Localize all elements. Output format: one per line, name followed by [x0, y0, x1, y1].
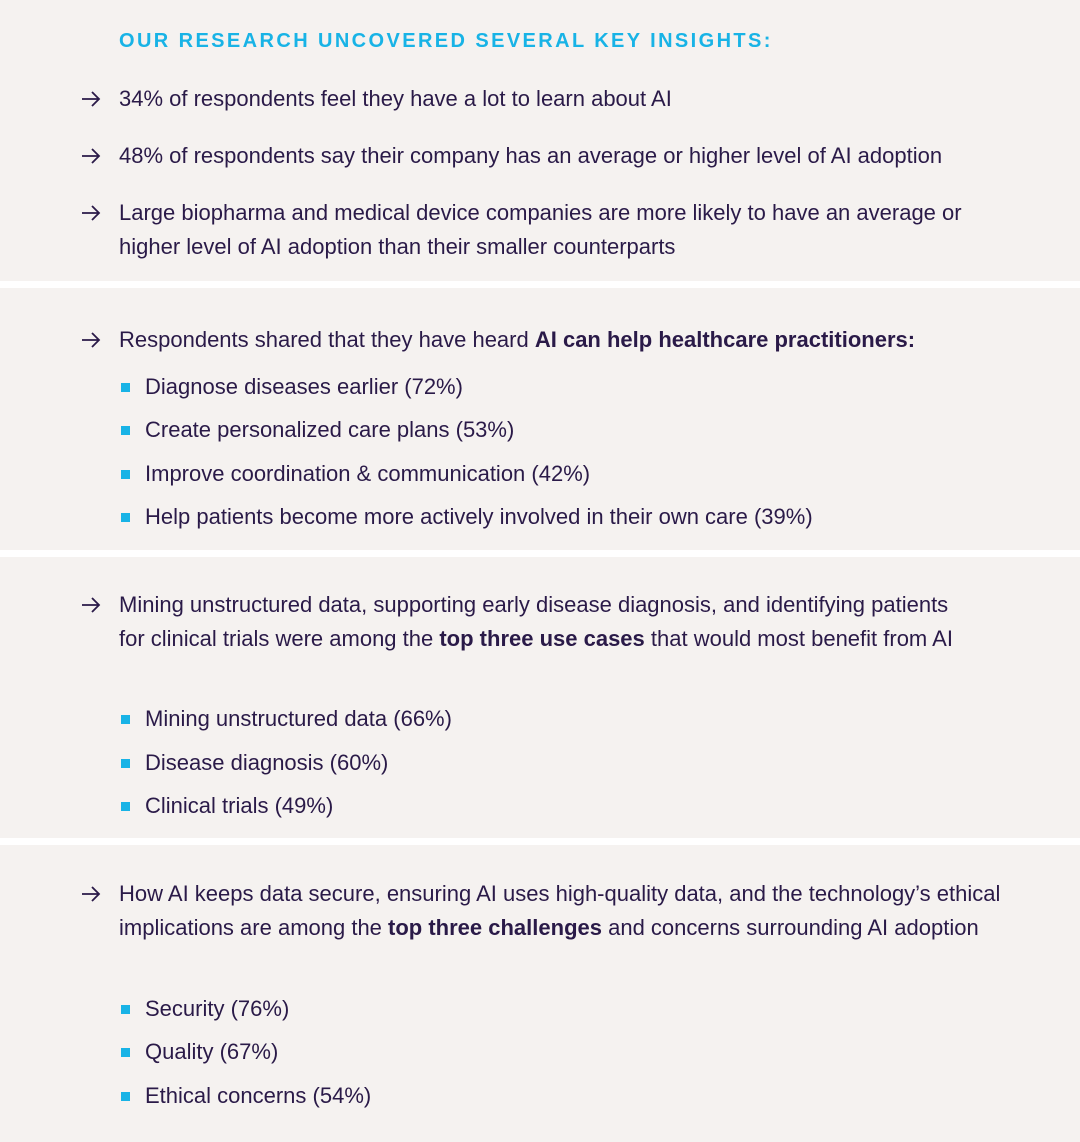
arrow-right-icon: [80, 146, 102, 166]
insight-item: 48% of respondents say their company has an average or higher level of AI adoption: [119, 143, 943, 168]
square-bullet-icon: [121, 759, 130, 768]
section-heading: OUR RESEARCH UNCOVERED SEVERAL KEY INSIGHTS:: [119, 30, 773, 52]
square-bullet-icon: [121, 383, 130, 392]
list-item: Help patients become more actively involved in their own care (39%): [145, 504, 813, 529]
lead-tail: and concerns surrounding AI adoption: [601, 915, 979, 940]
square-bullet-icon: [121, 470, 130, 479]
list-item: Quality (67%): [145, 1039, 279, 1064]
list-item: Create personalized care plans (53%): [145, 417, 515, 442]
lead-text: How AI keeps data secure, ensuring AI uses high-quality data, and the technology’s ethical implications are among the: [119, 881, 1001, 940]
insight-item: Large biopharma and medical device companies are more likely to have an average or higher level of AI adoption than their smaller counterparts: [119, 200, 962, 259]
list-item: Ethical concerns (54%): [145, 1083, 372, 1108]
insight-lead: [119, 323, 1069, 357]
arrow-right-icon: [80, 330, 102, 350]
square-bullet-icon: [121, 513, 130, 522]
list-item: Improve coordination & communication (42%): [145, 461, 591, 486]
insights-panel-2: [0, 288, 1080, 550]
list-item: Security (76%): [145, 996, 290, 1021]
arrow-right-icon: [80, 89, 102, 109]
insights-panel-1: [0, 0, 1080, 281]
square-bullet-icon: [121, 1005, 130, 1014]
insight-lead: [119, 588, 959, 656]
arrow-right-icon: [80, 884, 102, 904]
arrow-right-icon: [80, 203, 102, 223]
list-item: Diagnose diseases earlier (72%): [145, 374, 463, 399]
insight-lead: [119, 877, 1014, 945]
insights-panel-3: [0, 557, 1080, 838]
insights-panel-4: [0, 845, 1080, 1142]
list-item: Mining unstructured data (66%): [145, 706, 452, 731]
lead-text: Respondents shared that they have heard: [119, 327, 535, 352]
lead-emphasis: top three challenges: [388, 915, 602, 940]
lead-text: Mining unstructured data, supporting early disease diagnosis, and identifying patients for clinical trials were among the: [119, 592, 949, 651]
list-item: Disease diagnosis (60%): [145, 750, 389, 775]
lead-emphasis: AI can help healthcare practitioners:: [534, 327, 916, 352]
lead-tail: that would most benefit from AI: [644, 626, 953, 651]
list-item: Clinical trials (49%): [145, 793, 334, 818]
insight-item: 34% of respondents feel they have a lot to learn about AI: [119, 86, 672, 111]
square-bullet-icon: [121, 802, 130, 811]
square-bullet-icon: [121, 1092, 130, 1101]
arrow-right-icon: [80, 595, 102, 615]
square-bullet-icon: [121, 1048, 130, 1057]
square-bullet-icon: [121, 426, 130, 435]
lead-emphasis: top three use cases: [439, 626, 645, 651]
square-bullet-icon: [121, 715, 130, 724]
